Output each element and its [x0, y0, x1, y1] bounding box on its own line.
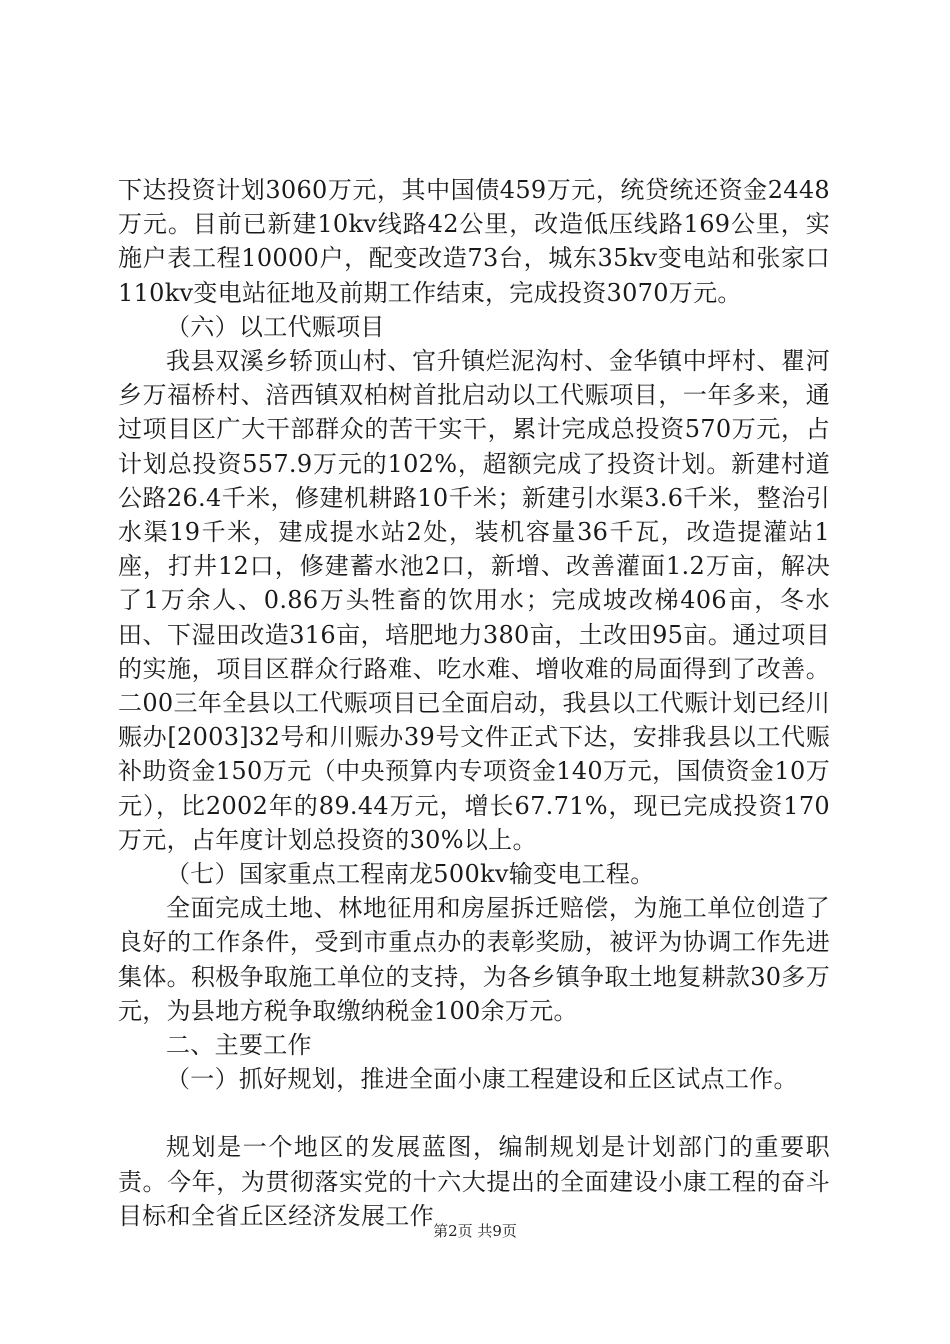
- paragraph-work-relief: 我县双溪乡轿顶山村、官升镇烂泥沟村、金华镇中坪村、瞿河乡万福桥村、涪西镇双柏树首批启动以工代赈项目，一年多来，通过项目区广大干部群众的苦干实干，累计完成总投资570万元，占计划总投资557.9万元的102%，超额完成了投资计划。新建村道公路26.4千米，修建机耕路10千米；新建引水渠3.6千米，整治引水渠19千米，建成提水站2处，装机容量36千瓦，改造提灌站1座，打井12口，修建蓄水池2口，新增、改善灌面1.2万亩，解决了1万余人、0.86万头牲畜的饮用水；完成坡改梯406亩，冬水田、下湿田改造316亩，培肥地力380亩，土改田95亩。通过项目的实施，项目区群众行路难、吃水难、增收难的局面得到了改善。二00三年全县以工代赈项目已全面启动，我县以工代赈计划已经川赈办[2003]32号和川赈办39号文件正式下达，安排我县以工代赈补助资金150万元（中央预算内专项资金140万元，国债资金10万元），比2002年的89.44万元，增长67.71%，现已完成投资170万元，占年度计划总投资的30%以上。: [118, 347, 830, 854]
- paragraph-power-grid: 下达投资计划3060万元，其中国债459万元，统贷统还资金2448万元。目前已新建10kv线路42公里，改造低压线路169公里，实施户表工程10000户，配变改造73台，城东35kv变电站和张家口110kv变电站征地及前期工作结束，完成投资3070万元。: [118, 176, 830, 307]
- paragraph-nanlong: 全面完成土地、林地征用和房屋拆迁赔偿，为施工单位创造了良好的工作条件，受到市重点办的表彰奖励，被评为协调工作先进集体。积极争取施工单位的支持，为各乡镇争取土地复耕款30多万元，为县地方税争取缴纳税金100余万元。: [118, 894, 830, 1025]
- document-body: [118, 173, 830, 1233]
- heading-main-work: 二、主要工作: [166, 1031, 312, 1060]
- blank-line: [118, 1096, 830, 1130]
- page-number-footer: 第2页 共9页: [433, 1222, 517, 1240]
- heading-planning: （一）抓好规划，推进全面小康工程建设和丘区试点工作。: [166, 1065, 798, 1094]
- heading-work-relief-project: （六）以工代赈项目: [166, 312, 385, 341]
- paragraph-planning: 规划是一个地区的发展蓝图，编制规划是计划部门的重要职责。今年，为贯彻落实党的十六大提出的全面建设小康工程的奋斗目标和全省丘区经济发展工作: [118, 1133, 830, 1230]
- heading-nanlong-transmission: （七）国家重点工程南龙500kv输变电工程。: [166, 860, 655, 889]
